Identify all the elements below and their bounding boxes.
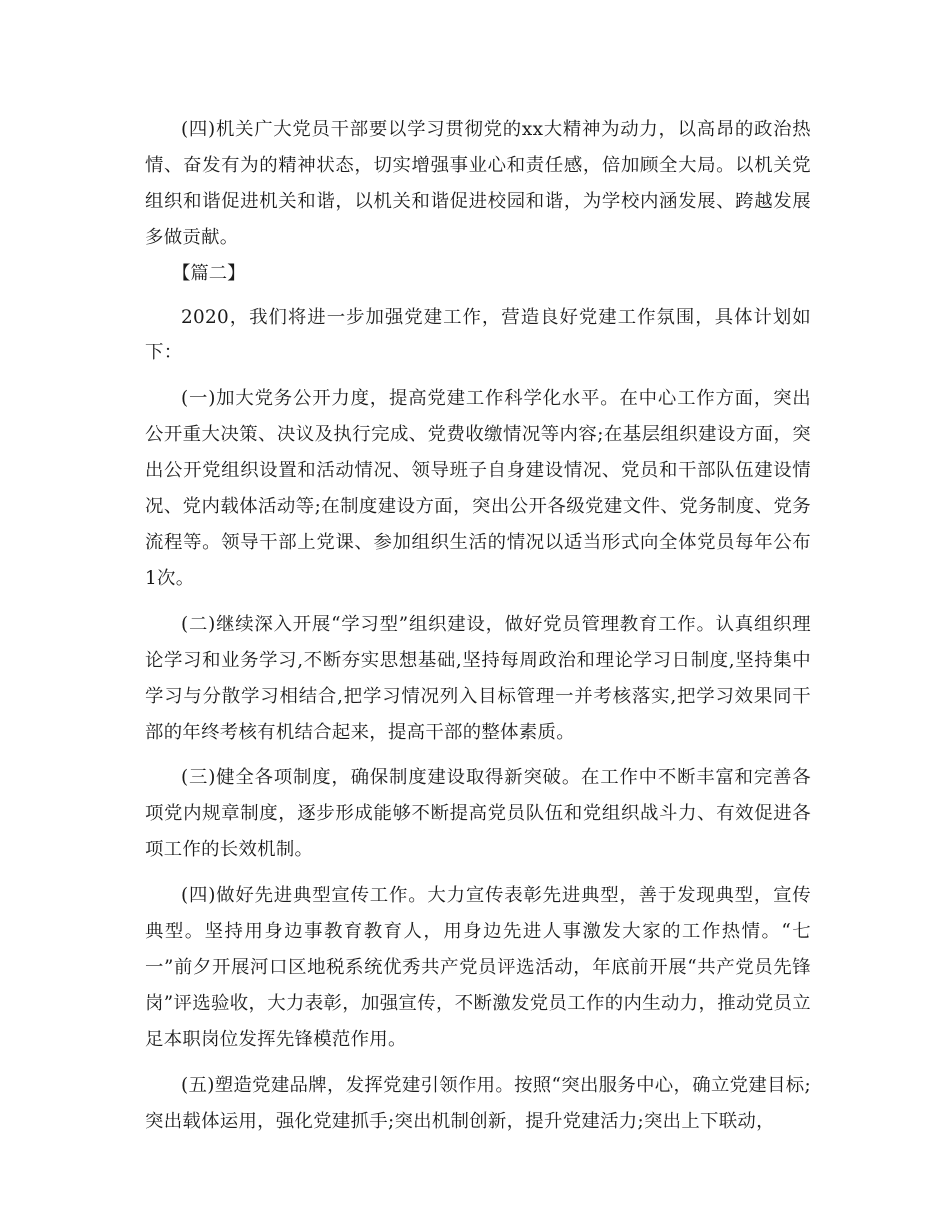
paragraph-wu (145, 1068, 811, 1140)
paragraph-line: (五)塑造党建品牌，发挥党建引领作用。按照“突出服务中心，确立党建目 (181, 1074, 786, 1096)
paragraph-si-1 (145, 112, 811, 256)
paragraph-line: (二)继续深入开展“学习型”组织建设，做好党员管理教育工作。认真组织理 (181, 613, 811, 635)
paragraph-line: 多做贡献。 (145, 226, 239, 248)
paragraph-line: (一)加大党务公开力度，提高党建工作科学化水平。在中心工作方面，突出 (181, 388, 811, 410)
paragraph-si-2 (145, 878, 811, 1058)
paragraph-line: 项工作的长效机制。 (145, 839, 314, 861)
paragraph-er (145, 607, 811, 751)
paragraph-line: 流程等。领导干部上党课、参加组织生活的情况以适当形式向全体党员每年公布 (145, 531, 811, 553)
paragraph-line: 况、党内载体活动等;在制度建设方面，突出公开各级党建文件、党务制度、党务 (145, 496, 811, 518)
paragraph-line: (四)做好先进典型宣传工作。大力宣传表彰先进典型，善于发现典型，宣传 (181, 885, 811, 907)
paragraph-san (145, 760, 811, 868)
paragraph-line: 部的年终考核有机结合起来，提高干部的整体素质。 (145, 721, 575, 743)
section-heading: 【篇二】 (172, 262, 246, 284)
paragraph-line: 典型。坚持用身边事教育教育人，用身边先进人事激发大家的工作热情。“七 (145, 921, 811, 943)
paragraph-yi (145, 381, 811, 596)
paragraph-line: 岗”评选验收，大力表彰，加强宣传，不断激发党员工作的内生动力，推动党员立 (145, 992, 811, 1014)
paragraph-line: 出公开党组织设置和活动情况、领导班子自身建设情况、党员和干部队伍建设情 (145, 460, 811, 482)
paragraph-line: 足本职岗位发挥先锋模范作用。 (145, 1028, 407, 1050)
paragraph-line: 下： (145, 342, 183, 364)
document-body (145, 112, 811, 1139)
paragraph-line: 2020，我们将进一步加强党建工作，营造良好党建工作氛围，具体计划如 (181, 306, 811, 328)
paragraph-line: 标;突出载体运用，强化党建抓手;突出机制创新，提升党建活力;突出上下联动， (145, 1074, 812, 1132)
paragraph-line: 学习与分散学习相结合,把学习情况列入目标管理一并考核落实,把学习效果同干 (145, 685, 811, 707)
paragraph-line: 1次。 (145, 567, 195, 589)
paragraph-intro (145, 300, 811, 372)
paragraph-line: 项党内规章制度，逐步形成能够不断提高党员队伍和党组织战斗力、有效促进各 (145, 803, 811, 825)
paragraph-line: (四)机关广大党员干部要以学习贯彻党的xx大精神为动力，以高昂的政治热 (181, 119, 811, 140)
paragraph-line: 一”前夕开展河口区地税系统优秀共产党员评选活动，年底前开展“共产党员先锋 (145, 956, 811, 978)
paragraph-line: 公开重大决策、决议及执行完成、党费收缴情况等内容;在基层组织建设方面，突 (145, 424, 811, 446)
paragraph-line: (三)健全各项制度，确保制度建设取得新突破。在工作中不断丰富和完善各 (181, 767, 811, 789)
paragraph-line: 论学习和业务学习,不断夯实思想基础,坚持每周政治和理论学习日制度,坚持集中 (145, 649, 811, 671)
paragraph-line: 情、奋发有为的精神状态，切实增强事业心和责任感，倍加顾全大局。以机关党 (145, 154, 811, 176)
paragraph-line: 组织和谐促进机关和谐，以机关和谐促进校园和谐，为学校内涵发展、跨越发展 (145, 190, 811, 212)
